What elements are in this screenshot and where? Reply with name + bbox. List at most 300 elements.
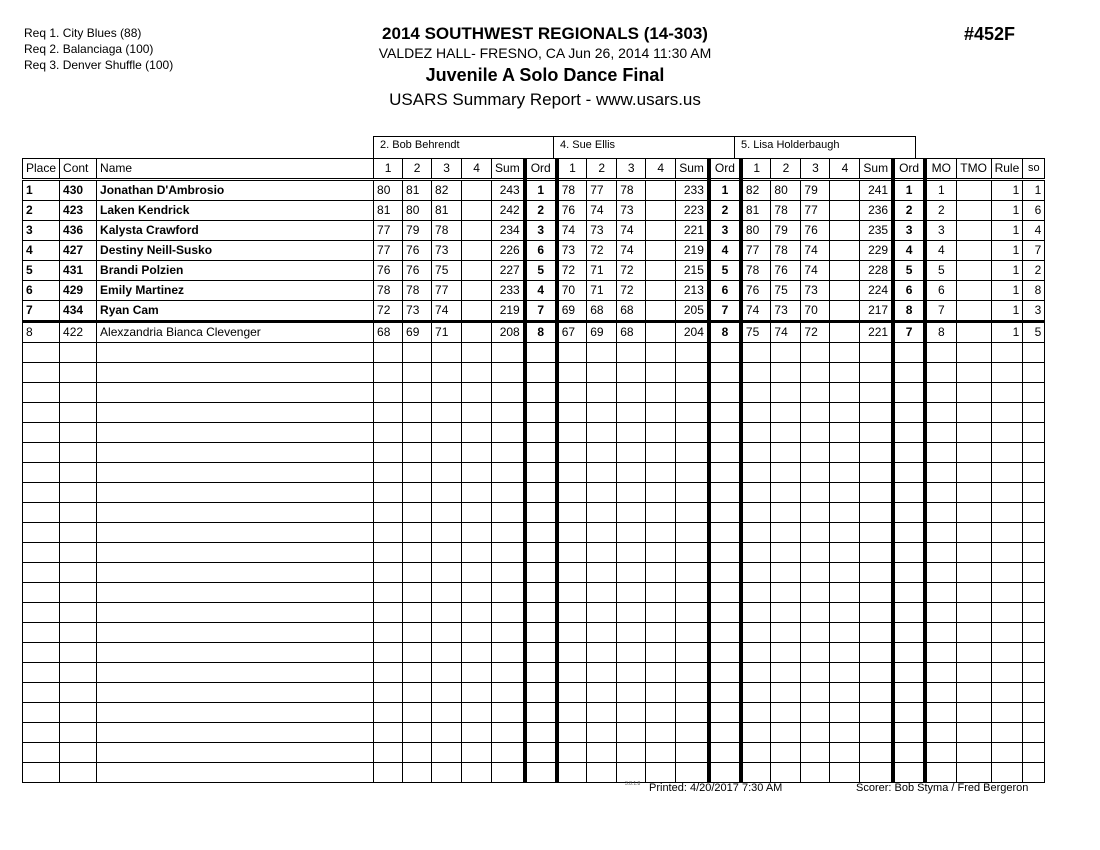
col-j3-score2: 2	[771, 159, 801, 180]
col-so: so	[1023, 159, 1045, 180]
judge2-ord-cell: 8	[709, 322, 741, 343]
empty-cell	[925, 483, 956, 503]
report-title: USARS Summary Report - www.usars.us	[389, 90, 701, 109]
empty-cell	[432, 763, 462, 783]
empty-cell	[557, 423, 587, 443]
col-j1-score3: 3	[432, 159, 462, 180]
empty-cell	[557, 383, 587, 403]
empty-cell	[646, 383, 676, 403]
place-cell: 4	[23, 241, 60, 261]
judge2-ord-cell: 2	[709, 201, 741, 221]
empty-cell	[709, 743, 741, 763]
empty-cell	[709, 583, 741, 603]
empty-cell	[801, 663, 830, 683]
empty-cell	[893, 423, 925, 443]
empty-cell	[617, 523, 646, 543]
empty-cell	[991, 583, 1023, 603]
empty-cell	[462, 623, 492, 643]
judge1-score1-cell: 68	[374, 322, 403, 343]
empty-cell	[432, 343, 462, 363]
empty-cell	[587, 703, 617, 723]
empty-cell	[956, 703, 991, 723]
empty-cell	[525, 663, 557, 683]
empty-cell	[60, 583, 97, 603]
judge3-score3-cell: 70	[801, 301, 830, 322]
empty-cell	[97, 363, 374, 383]
so-cell: 7	[1023, 241, 1045, 261]
judge1-score2-cell: 76	[403, 241, 432, 261]
empty-cell	[1023, 363, 1045, 383]
judge3-ord-cell: 4	[893, 241, 925, 261]
col-place: Place	[23, 159, 60, 180]
place-cell: 2	[23, 201, 60, 221]
empty-cell	[646, 363, 676, 383]
empty-cell	[432, 663, 462, 683]
judge3-score3-cell: 79	[801, 180, 830, 201]
empty-cell	[741, 643, 771, 663]
empty-cell	[801, 363, 830, 383]
empty-cell	[587, 683, 617, 703]
judge1-sum-cell: 208	[492, 322, 525, 343]
empty-cell	[1023, 463, 1045, 483]
empty-cell	[492, 583, 525, 603]
judge3-score1-cell: 75	[741, 322, 771, 343]
empty-cell	[617, 543, 646, 563]
empty-cell	[771, 663, 801, 683]
judge3-score3-cell: 77	[801, 201, 830, 221]
empty-cell	[956, 403, 991, 423]
empty-cell	[97, 403, 374, 423]
judge3-sum-cell: 228	[860, 261, 893, 281]
empty-cell	[860, 763, 893, 783]
empty-cell	[557, 603, 587, 623]
empty-cell	[525, 523, 557, 543]
empty-table-row	[23, 443, 1045, 463]
empty-cell	[709, 403, 741, 423]
empty-table-row	[23, 483, 1045, 503]
judge2-score1-cell: 70	[557, 281, 587, 301]
empty-cell	[432, 463, 462, 483]
empty-cell	[374, 503, 403, 523]
empty-cell	[374, 463, 403, 483]
judge2-score2-cell: 72	[587, 241, 617, 261]
empty-cell	[991, 443, 1023, 463]
empty-cell	[525, 443, 557, 463]
empty-cell	[1023, 763, 1045, 783]
empty-cell	[676, 623, 709, 643]
judge2-score1-cell: 78	[557, 180, 587, 201]
empty-cell	[23, 723, 60, 743]
empty-cell	[60, 563, 97, 583]
empty-cell	[860, 343, 893, 363]
empty-cell	[1023, 703, 1045, 723]
empty-cell	[557, 343, 587, 363]
empty-cell	[830, 743, 860, 763]
empty-cell	[492, 403, 525, 423]
empty-table-row	[23, 423, 1045, 443]
empty-cell	[676, 563, 709, 583]
empty-cell	[956, 603, 991, 623]
empty-cell	[617, 503, 646, 523]
empty-cell	[893, 503, 925, 523]
empty-cell	[893, 663, 925, 683]
empty-cell	[830, 623, 860, 643]
judge2-score1-cell: 76	[557, 201, 587, 221]
judge1-score1-cell: 72	[374, 301, 403, 322]
empty-cell	[403, 483, 432, 503]
empty-cell	[60, 423, 97, 443]
empty-cell	[956, 503, 991, 523]
empty-cell	[462, 763, 492, 783]
empty-cell	[709, 483, 741, 503]
mo-cell: 4	[925, 241, 956, 261]
empty-cell	[97, 343, 374, 363]
judge1-sum-cell: 242	[492, 201, 525, 221]
empty-cell	[492, 603, 525, 623]
judge3-score3-cell: 73	[801, 281, 830, 301]
empty-table-row	[23, 503, 1045, 523]
empty-cell	[587, 643, 617, 663]
empty-cell	[587, 403, 617, 423]
empty-cell	[374, 703, 403, 723]
empty-cell	[893, 443, 925, 463]
empty-cell	[23, 463, 60, 483]
mo-cell: 6	[925, 281, 956, 301]
tmo-cell	[956, 281, 991, 301]
empty-cell	[709, 643, 741, 663]
empty-cell	[492, 563, 525, 583]
empty-cell	[462, 643, 492, 663]
empty-cell	[893, 523, 925, 543]
empty-cell	[646, 523, 676, 543]
empty-cell	[830, 423, 860, 443]
empty-cell	[860, 703, 893, 723]
empty-cell	[860, 363, 893, 383]
judge2-score3-cell: 72	[617, 281, 646, 301]
empty-cell	[741, 603, 771, 623]
empty-cell	[801, 543, 830, 563]
tmo-cell	[956, 180, 991, 201]
col-j2-score1: 1	[557, 159, 587, 180]
empty-cell	[830, 343, 860, 363]
judge1-score2-cell: 73	[403, 301, 432, 322]
empty-cell	[23, 503, 60, 523]
empty-cell	[374, 723, 403, 743]
empty-cell	[956, 343, 991, 363]
judge3-score3-cell: 74	[801, 261, 830, 281]
col-j1-ord: Ord	[525, 159, 557, 180]
col-j1-score4: 4	[462, 159, 492, 180]
empty-cell	[462, 663, 492, 683]
empty-cell	[893, 363, 925, 383]
judge3-score4-cell	[830, 281, 860, 301]
empty-cell	[374, 763, 403, 783]
judge3-score2-cell: 78	[771, 201, 801, 221]
judge2-score2-cell: 77	[587, 180, 617, 201]
empty-cell	[925, 343, 956, 363]
empty-cell	[741, 463, 771, 483]
judge1-score4-cell	[462, 322, 492, 343]
place-cell: 7	[23, 301, 60, 322]
cont-cell: 431	[60, 261, 97, 281]
empty-cell	[617, 583, 646, 603]
empty-cell	[492, 463, 525, 483]
name-cell: Destiny Neill-Susko	[97, 241, 374, 261]
empty-cell	[925, 403, 956, 423]
requirement-2: Req 2. Balanciaga (100)	[24, 42, 154, 56]
empty-cell	[403, 683, 432, 703]
empty-cell	[23, 683, 60, 703]
empty-cell	[525, 463, 557, 483]
empty-cell	[801, 463, 830, 483]
empty-cell	[830, 503, 860, 523]
empty-cell	[403, 463, 432, 483]
empty-table-row	[23, 543, 1045, 563]
rule-cell: 1	[991, 201, 1023, 221]
judge1-ord-cell: 1	[525, 180, 557, 201]
event-number: #452F	[964, 24, 1016, 44]
judge1-score4-cell	[462, 241, 492, 261]
mo-cell: 2	[925, 201, 956, 221]
empty-cell	[771, 603, 801, 623]
empty-cell	[741, 443, 771, 463]
empty-cell	[991, 483, 1023, 503]
empty-cell	[23, 363, 60, 383]
judge1-ord-cell: 5	[525, 261, 557, 281]
cont-cell: 430	[60, 180, 97, 201]
empty-cell	[462, 363, 492, 383]
empty-cell	[771, 523, 801, 543]
so-cell: 4	[1023, 221, 1045, 241]
judge2-score3-cell: 68	[617, 322, 646, 343]
empty-cell	[525, 383, 557, 403]
empty-cell	[709, 763, 741, 783]
empty-cell	[23, 403, 60, 423]
empty-cell	[771, 723, 801, 743]
empty-cell	[801, 743, 830, 763]
judge1-score4-cell	[462, 261, 492, 281]
empty-cell	[771, 543, 801, 563]
cont-cell: 423	[60, 201, 97, 221]
empty-cell	[557, 763, 587, 783]
empty-cell	[676, 423, 709, 443]
judge2-score4-cell	[646, 221, 676, 241]
empty-table-row	[23, 703, 1045, 723]
judge2-sum-cell: 213	[676, 281, 709, 301]
empty-cell	[1023, 643, 1045, 663]
empty-cell	[432, 523, 462, 543]
empty-cell	[956, 663, 991, 683]
empty-cell	[925, 643, 956, 663]
table-row	[23, 301, 1045, 322]
empty-cell	[771, 463, 801, 483]
empty-cell	[676, 583, 709, 603]
scorer-names: Scorer: Bob Styma / Fred Bergeron	[856, 782, 1029, 794]
empty-cell	[557, 523, 587, 543]
empty-cell	[97, 443, 374, 463]
empty-cell	[97, 683, 374, 703]
empty-cell	[462, 563, 492, 583]
judge1-ord-cell: 6	[525, 241, 557, 261]
empty-cell	[956, 643, 991, 663]
empty-cell	[676, 383, 709, 403]
judge1-ord-cell: 3	[525, 221, 557, 241]
empty-cell	[525, 543, 557, 563]
empty-cell	[432, 543, 462, 563]
empty-cell	[801, 443, 830, 463]
empty-table-row	[23, 663, 1045, 683]
empty-cell	[432, 743, 462, 763]
empty-cell	[403, 583, 432, 603]
empty-cell	[587, 423, 617, 443]
empty-cell	[991, 543, 1023, 563]
empty-cell	[860, 603, 893, 623]
empty-cell	[432, 583, 462, 603]
judge3-score2-cell: 74	[771, 322, 801, 343]
empty-cell	[741, 703, 771, 723]
empty-cell	[432, 503, 462, 523]
col-cont: Cont	[60, 159, 97, 180]
judge2-score3-cell: 72	[617, 261, 646, 281]
empty-cell	[925, 423, 956, 443]
empty-cell	[771, 583, 801, 603]
empty-cell	[956, 483, 991, 503]
competition-title: 2014 SOUTHWEST REGIONALS (14-303)	[382, 24, 708, 43]
empty-cell	[709, 683, 741, 703]
tmo-cell	[956, 261, 991, 281]
col-mo: MO	[925, 159, 956, 180]
results-table	[22, 158, 1045, 783]
tmo-cell	[956, 301, 991, 322]
empty-cell	[925, 523, 956, 543]
empty-cell	[374, 743, 403, 763]
empty-cell	[991, 683, 1023, 703]
judge2-score4-cell	[646, 261, 676, 281]
empty-cell	[991, 563, 1023, 583]
rule-cell: 1	[991, 322, 1023, 343]
empty-cell	[23, 743, 60, 763]
empty-cell	[741, 723, 771, 743]
empty-cell	[893, 463, 925, 483]
judge3-ord-cell: 3	[893, 221, 925, 241]
empty-cell	[587, 383, 617, 403]
empty-cell	[60, 663, 97, 683]
empty-cell	[709, 423, 741, 443]
rule-cell: 1	[991, 301, 1023, 322]
empty-cell	[801, 603, 830, 623]
empty-cell	[676, 403, 709, 423]
empty-cell	[462, 483, 492, 503]
empty-table-row	[23, 343, 1045, 363]
empty-cell	[771, 743, 801, 763]
empty-cell	[741, 483, 771, 503]
empty-cell	[893, 743, 925, 763]
empty-cell	[1023, 563, 1045, 583]
empty-cell	[462, 523, 492, 543]
empty-cell	[557, 743, 587, 763]
empty-cell	[893, 543, 925, 563]
empty-cell	[741, 743, 771, 763]
empty-cell	[925, 723, 956, 743]
empty-cell	[462, 403, 492, 423]
empty-cell	[525, 563, 557, 583]
empty-cell	[374, 483, 403, 503]
judge3-score1-cell: 77	[741, 241, 771, 261]
empty-cell	[60, 523, 97, 543]
empty-cell	[956, 623, 991, 643]
empty-cell	[557, 643, 587, 663]
empty-cell	[956, 363, 991, 383]
empty-table-row	[23, 603, 1045, 623]
empty-cell	[60, 363, 97, 383]
empty-cell	[97, 723, 374, 743]
empty-cell	[956, 523, 991, 543]
empty-cell	[403, 363, 432, 383]
empty-cell	[587, 443, 617, 463]
empty-cell	[925, 383, 956, 403]
judge3-score1-cell: 74	[741, 301, 771, 322]
judge2-score2-cell: 68	[587, 301, 617, 322]
empty-cell	[462, 503, 492, 523]
judge1-score1-cell: 80	[374, 180, 403, 201]
empty-cell	[709, 443, 741, 463]
judge2-sum-cell: 204	[676, 322, 709, 343]
empty-cell	[893, 603, 925, 623]
empty-cell	[830, 563, 860, 583]
empty-cell	[801, 643, 830, 663]
empty-table-row	[23, 723, 1045, 743]
judge1-score1-cell: 81	[374, 201, 403, 221]
empty-cell	[23, 623, 60, 643]
tmo-cell	[956, 201, 991, 221]
empty-cell	[557, 403, 587, 423]
empty-cell	[925, 743, 956, 763]
tmo-cell	[956, 221, 991, 241]
empty-cell	[374, 523, 403, 543]
empty-cell	[492, 683, 525, 703]
judge1-score3-cell: 71	[432, 322, 462, 343]
judge2-score2-cell: 74	[587, 201, 617, 221]
empty-cell	[771, 383, 801, 403]
empty-cell	[956, 583, 991, 603]
empty-cell	[557, 543, 587, 563]
so-cell: 1	[1023, 180, 1045, 201]
empty-cell	[801, 503, 830, 523]
empty-cell	[646, 703, 676, 723]
empty-cell	[771, 423, 801, 443]
judge2-score3-cell: 74	[617, 221, 646, 241]
judge3-score3-cell: 74	[801, 241, 830, 261]
empty-cell	[771, 683, 801, 703]
rule-cell: 1	[991, 241, 1023, 261]
judge3-ord-cell: 6	[893, 281, 925, 301]
empty-cell	[925, 563, 956, 583]
empty-cell	[860, 463, 893, 483]
empty-cell	[830, 463, 860, 483]
judge2-sum-cell: 215	[676, 261, 709, 281]
empty-cell	[741, 523, 771, 543]
empty-cell	[97, 743, 374, 763]
empty-cell	[492, 383, 525, 403]
mo-cell: 8	[925, 322, 956, 343]
judge3-score2-cell: 79	[771, 221, 801, 241]
judge1-ord-cell: 8	[525, 322, 557, 343]
empty-cell	[462, 603, 492, 623]
empty-cell	[801, 623, 830, 643]
empty-cell	[709, 623, 741, 643]
name-cell: Jonathan D'Ambrosio	[97, 180, 374, 201]
event-title: Juvenile A Solo Dance Final	[425, 65, 665, 85]
